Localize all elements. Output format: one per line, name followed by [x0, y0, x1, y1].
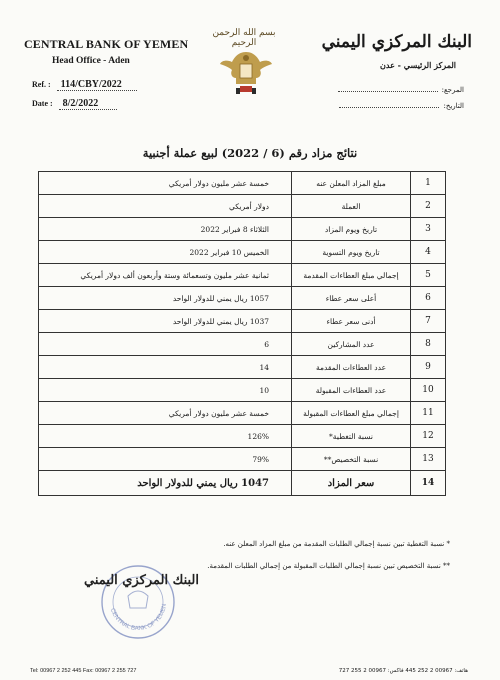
table-row [39, 218, 446, 241]
row-value: 6 [39, 333, 292, 356]
row-label: مبلغ المزاد المعلن عنه [292, 172, 411, 195]
row-value: 79% [39, 448, 292, 471]
yemen-emblem-icon [218, 48, 274, 102]
document-title: نتائج مزاد رقم (6 / 2022) لبيع عملة أجنبية [142, 146, 358, 160]
head-office-ar: المركز الرئيسي - عدن [380, 60, 456, 70]
row-label: نسبة التغطية* [292, 425, 411, 448]
signature-text: البنك المركزي اليمني [84, 573, 199, 588]
table-row [39, 379, 446, 402]
row-label: أعلى سعر عطاء [292, 287, 411, 310]
row-label: عدد المشاركين [292, 333, 411, 356]
ref-row [32, 79, 137, 91]
table-row [39, 264, 446, 287]
bank-name-ar: البنك المركزي اليمني [321, 32, 472, 52]
ref-field-ar [338, 86, 464, 94]
table-row [39, 471, 446, 496]
row-value: الخميس 10 فبراير 2022 [39, 241, 292, 264]
date-label: Date : [32, 99, 53, 108]
auction-results-table [38, 171, 446, 496]
row-value: الثلاثاء 8 فبراير 2022 [39, 218, 292, 241]
row-label: أدنى سعر عطاء [292, 310, 411, 333]
row-label: تاريخ ويوم المزاد [292, 218, 411, 241]
date-field-ar [339, 102, 464, 110]
table-row [39, 333, 446, 356]
basmala: بسم الله الرحمن الرحيم [212, 28, 276, 48]
table-row [39, 310, 446, 333]
row-value: خمسة عشر مليون دولار أمريكي [39, 402, 292, 425]
table-row [39, 172, 446, 195]
row-number: 8 [411, 333, 446, 356]
ref-value: 114/CBY/2022 [57, 79, 137, 91]
row-number: 12 [411, 425, 446, 448]
row-value: 10 [39, 379, 292, 402]
footer-contact-en: Tel: 00967 2 252 445 Fax: 00967 2 255 727 [30, 668, 137, 674]
row-number: 7 [411, 310, 446, 333]
row-number: 13 [411, 448, 446, 471]
table-row [39, 402, 446, 425]
date-label-ar: التاريخ: [443, 102, 464, 110]
row-value: 14 [39, 356, 292, 379]
date-dots [339, 107, 439, 108]
row-value: ثمانية عشر مليون وتسعمائة وستة وأربعون ألف دولار أمريكي [39, 264, 292, 287]
row-value: 1057 ريال يمني للدولار الواحد [39, 287, 292, 310]
row-value: دولار أمريكي [39, 195, 292, 218]
row-value: خمسة عشر مليون دولار أمريكي [39, 172, 292, 195]
row-number: 1 [411, 172, 446, 195]
row-number: 6 [411, 287, 446, 310]
row-label: نسبة التخصيص** [292, 448, 411, 471]
footnote-allocation: ** نسبة التخصيص تبين نسبة إجمالي الطلبات المقبولة من إجمالي الطلبات المقدمة. [207, 562, 450, 570]
row-number: 5 [411, 264, 446, 287]
row-label: تاريخ ويوم التسوية [292, 241, 411, 264]
row-number: 9 [411, 356, 446, 379]
footer-contact-ar: هاتف: 00967 2 252 445 فاكس: 00967 2 255 727 [338, 668, 468, 674]
row-number: 2 [411, 195, 446, 218]
table-row [39, 195, 446, 218]
table-row [39, 448, 446, 471]
ref-label-ar: المرجع: [441, 86, 464, 94]
row-value: 1037 ريال يمني للدولار الواحد [39, 310, 292, 333]
ref-label: Ref. : [32, 80, 51, 89]
table-row [39, 287, 446, 310]
head-office-en: Head Office - Aden [52, 56, 130, 66]
row-label: عدد العطاءات المقبولة [292, 379, 411, 402]
row-number: 14 [411, 471, 446, 496]
row-label: العملة [292, 195, 411, 218]
footnote-coverage: * نسبة التغطية تبين نسبة إجمالي الطلبات المقدمة من مبلغ المزاد المعلن عنه. [223, 540, 450, 548]
date-value: 8/2/2022 [59, 98, 117, 110]
date-row [32, 98, 117, 110]
row-value: 1047 ريال يمني للدولار الواحد [39, 471, 292, 496]
bank-name-en: CENTRAL BANK OF YEMEN [24, 37, 189, 51]
table-row [39, 425, 446, 448]
row-label: عدد العطاءات المقدمة [292, 356, 411, 379]
row-number: 11 [411, 402, 446, 425]
row-label: إجمالي مبلغ العطاءات المقدمة [292, 264, 411, 287]
row-label: سعر المزاد [292, 471, 411, 496]
stamp-text: CENTRAL BANK OF YEMEN [108, 603, 168, 633]
row-number: 3 [411, 218, 446, 241]
row-number: 4 [411, 241, 446, 264]
ref-dots [338, 91, 438, 92]
table-row [39, 241, 446, 264]
row-number: 10 [411, 379, 446, 402]
row-label: إجمالي مبلغ العطاءات المقبولة [292, 402, 411, 425]
row-value: 126% [39, 425, 292, 448]
table-row [39, 356, 446, 379]
